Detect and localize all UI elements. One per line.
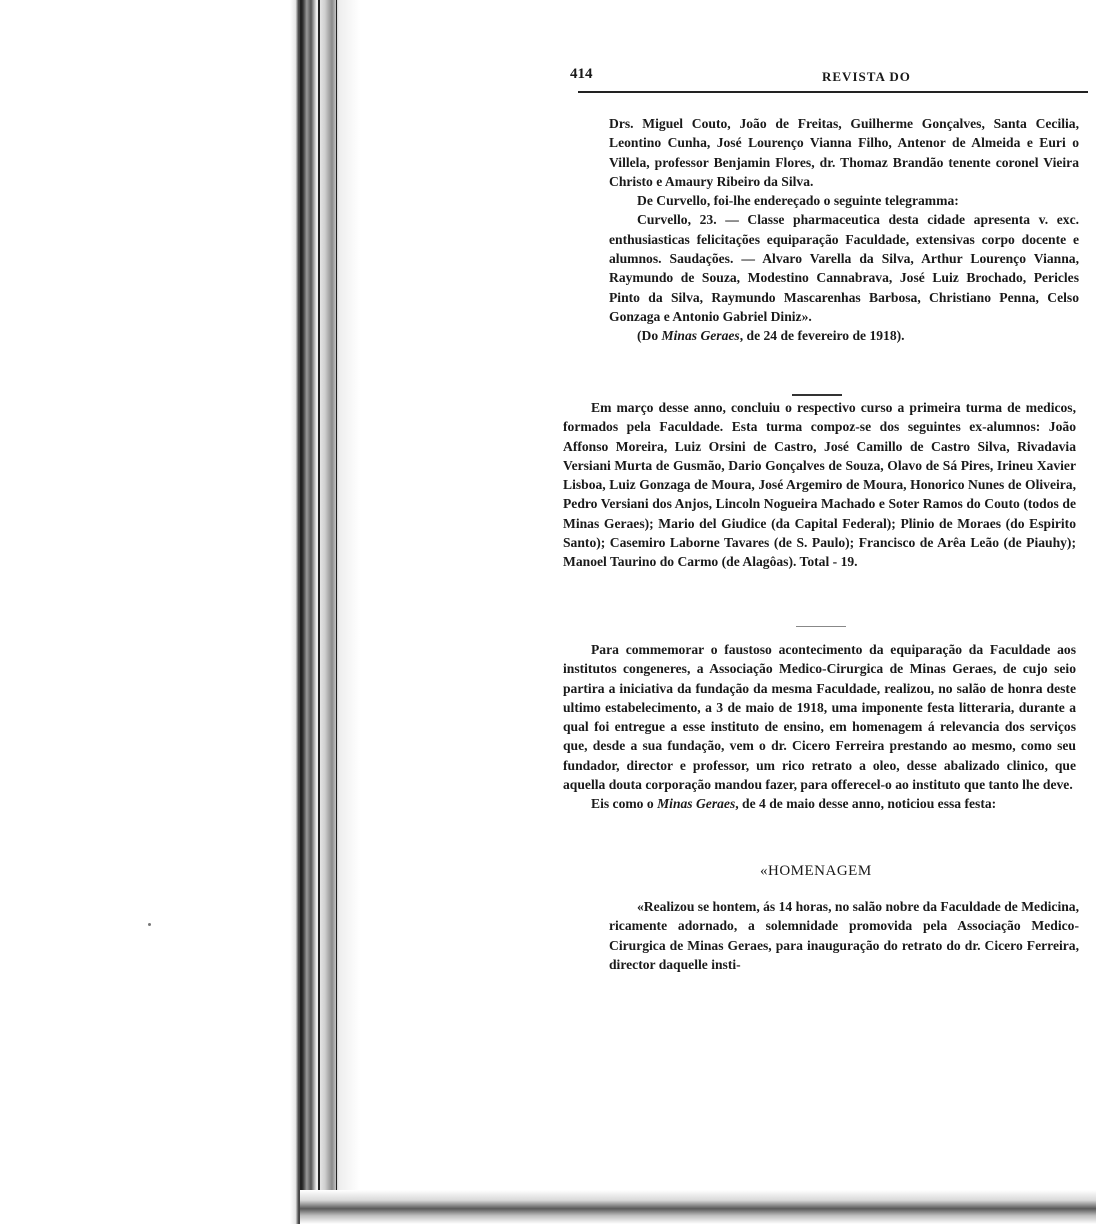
telegram-intro: De Curvello, foi-lhe endereçado o seguinte telegramma: (637, 193, 959, 209)
commemoration-paragraph: Para commemorar o faustoso acontecimento da equiparação da Faculdade aos institutos congeneres, a Associação Medico-Cirurgica de Minas Geraes, de cujo seio partira a iniciativa da fundação da mesma Faculdade, realizou, no salão de honra deste ultimo estabelecimento, a 3 de maio de 1918, uma imponente festa litteraria, durante a qual foi entregue a esse instituto de ensino, em homenagem á relevancia dos serviços que, desde a sua fundação, vem o dr. Cicero Ferreira prestando ao mesmo, como seu fundador, director e professor, um rico retrato a oleo, desse abalizado clinico, que aquella douta corporação mandou fazer, para offerecel-o ao instituto que tanto lhe deve. (563, 642, 1076, 793)
source-newspaper: Minas Geraes (661, 328, 740, 344)
homenagem-heading: «HOMENAGEM (760, 863, 872, 879)
binding-line (300, 0, 302, 1224)
source-prefix: (Do (637, 328, 662, 344)
page-bottom-edge (300, 1190, 1096, 1224)
section-divider (796, 626, 846, 627)
source-citation (609, 326, 1079, 345)
report-intro (563, 794, 1076, 813)
paper-speck (148, 923, 151, 926)
page-number: 414 (570, 66, 593, 82)
telegram-quote-block (609, 114, 1079, 346)
graduates-paragraph: Em março desse anno, concluiu o respectivo curso a primeira turma de medicos, formados pela Faculdade. Esta turma compoz-se dos seguintes ex-alumnos: João Affonso Moreira, Luiz Orsini de Castro, José Camillo de Castro Silva, Rivadavia Versiani Murta de Gusmão, Dario Gonçalves de Souza, Olavo de Sá Pires, Irineu Xavier Lisboa, Luiz Gonzaga de Moura, José Argemiro de Moura, Honorico Nunes de Oliveira, Pedro Versiani dos Anjos, Lincoln Nogueira Machado e Soter Ramos do Couto (todos de Minas Geraes); Mario del Giudice (da Capital Federal); Plinio de Moraes (do Espirito Santo); Casemiro Laborne Tavares (de S. Paulo); Francisco de Arêa Leão (de Piauhy); Manoel Taurino do Carmo (de Alagôas). Total - 19. (563, 400, 1076, 570)
report-newspaper: Minas Geraes (657, 796, 736, 812)
section-divider (792, 394, 842, 396)
homenagem-quote (609, 897, 1079, 974)
page-header (570, 66, 1092, 90)
running-title: REVISTA DO (822, 69, 911, 84)
report-intro-suffix: , de 4 de maio desse anno, noticiou essa festa: (735, 796, 997, 812)
names-paragraph: Drs. Miguel Couto, João de Freitas, Guilherme Gonçalves, Santa Cecilia, Leontino Cunha, José Lourenço Vianna Filho, Antenor de Almeida e Euri o Villela, professor Benjamin Flores, dr. Thomaz Brandão tenente coronel Vieira Christo e Amaury Ribeiro da Silva. (609, 116, 1079, 189)
commemoration-section (563, 640, 1076, 814)
source-suffix: , de 24 de fevereiro de 1918). (739, 328, 905, 344)
binding-line (318, 0, 320, 1224)
homenagem-paragraph: «Realizou se hontem, ás 14 horas, no salão nobre da Faculdade de Medicina, ricamente adornado, a solemnidade promovida pela Associação Medico-Cirurgica de Minas Geraes, para inauguração do retrato do dr. Cicero Ferreira, director daquelle insti- (609, 899, 1079, 972)
telegram-text: Curvello, 23. — Classe pharmaceutica desta cidade apresenta v. exc. enthusiasticas felicitações equiparação Faculdade, extensivas corpo docente e alumnos. Saudações. — Alvaro Varella da Silva, Arthur Lourenço Vianna, Raymundo de Souza, Modestino Cannabrava, José Luiz Brochado, Pericles Pinto da Silva, Raymundo Mascarenhas Barbosa, Christiano Penna, Celso Gonzaga e Antonio Gabriel Diniz». (609, 212, 1079, 324)
binding-line (336, 0, 337, 1224)
graduates-section (563, 398, 1076, 572)
report-intro-prefix: Eis como o (591, 796, 658, 812)
header-rule (578, 91, 1088, 93)
